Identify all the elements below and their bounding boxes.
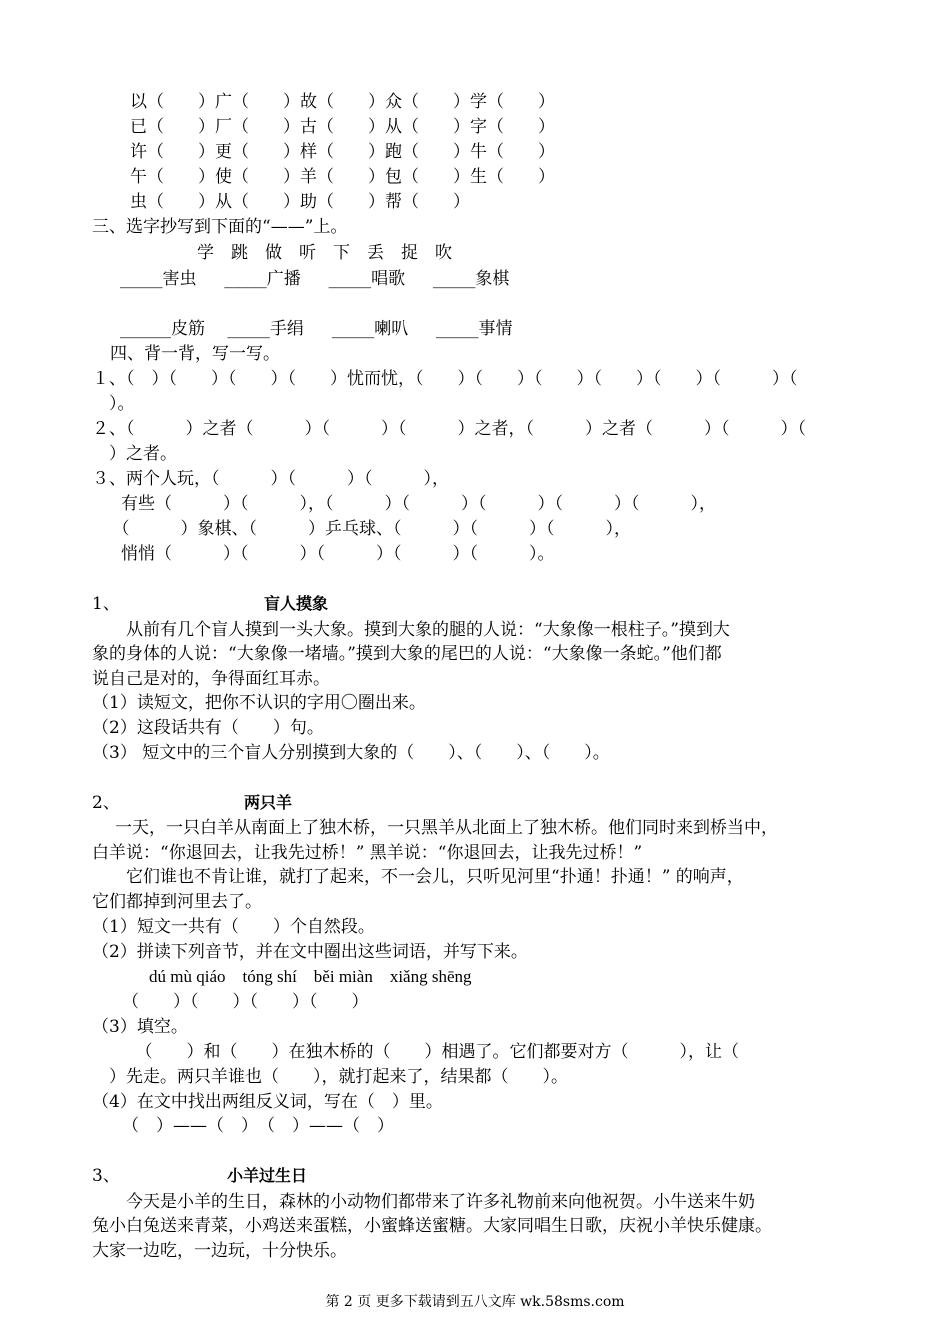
reading1-para-3: 说自己是对的，争得面红耳赤。 (92, 669, 330, 689)
char-row-1: 以（ ）广（ ）故（ ）众（ ）学（ ） (130, 92, 555, 112)
recite-line-2b: ）之者。 (92, 444, 177, 464)
pinyin-brackets: （ ）（ ）（ ）（ ） (122, 992, 369, 1012)
char-row-4: 午（ ）使（ ）羊（ ）包（ ）生（ ） (130, 167, 555, 187)
word-choices: 学 跳 做 听 下 丢 捉 吹 (197, 243, 452, 263)
reading2-q3: （3）填空。 (92, 1017, 188, 1037)
reading1-q1: （1）读短文，把你不认识的字用〇圈出来。 (92, 693, 426, 713)
recite-line-3d: 悄悄（ ）（ ）（ ）（ ）（ ）。 (104, 544, 555, 564)
antonym-brackets: （ ）——（ ） （ ）——（ ） (122, 1116, 394, 1136)
reading1-q2: （2）这段话共有（ ）句。 (92, 718, 324, 738)
reading2-fill-1: （ ）和（ ）在独木桥的（ ）相遇了。它们都要对方（ ），让（ (110, 1042, 739, 1062)
reading2-title: 两只羊 (244, 793, 293, 812)
reading3-number: 3、 (92, 1166, 120, 1186)
reading2-fill-2: ）先走。两只羊谁也（ ），就打起来了，结果都（ ）。 (92, 1067, 568, 1087)
reading1-number: 1、 (92, 594, 120, 614)
reading3-para-2: 兔小白兔送来青菜，小鸡送来蛋糕，小蜜蜂送蜜糖。大家同唱生日歌，庆祝小羊快乐健康。 (92, 1216, 772, 1236)
recite-line-3b: 有些（ ）（ ），（ ）（ ）（ ）（ ）（ ）， (104, 494, 716, 514)
reading1-title: 盲人摸象 (264, 594, 329, 613)
section-three-heading: 三、选字抄写到下面的“——”上。 (92, 217, 348, 237)
recite-line-3: ３、两个人玩，（ ）（ ）（ ）， (92, 469, 449, 489)
section-four-heading: 四、背一背，写一写。 (110, 344, 280, 364)
reading2-para-3: 它们谁也不肯让谁，就打了起来，不一会儿，只听见河里“扑通！扑通！” 的响声， (92, 867, 744, 887)
page-footer: 第 2 页 更多下载请到五八文库 wk.58sms.com (325, 1294, 625, 1310)
char-row-2: 已（ ）厂（ ）古（ ）从（ ）字（ ） (130, 117, 555, 137)
fill-row-2: ______皮筋 _____手绢 _____喇叭 _____事情 (120, 319, 513, 339)
reading3-para-1: 今天是小羊的生日，森林的小动物们都带来了许多礼物前来向他祝贺。小牛送来牛奶 (92, 1192, 755, 1212)
fill-row-1: _____害虫 _____广播 _____唱歌 _____象棋 (120, 269, 510, 289)
pinyin-line: dú mù qiáo tóng shí běi miàn xiǎng shēng (149, 967, 472, 986)
recite-line-1b: ）。 (92, 394, 135, 414)
reading1-para-2: 象的身体的人说：“大象像一堵墙。”摸到大象的尾巴的人说：“大象像一条蛇。”他们都 (92, 644, 722, 664)
reading3-para-3: 大家一边吃，一边玩，十分快乐。 (92, 1241, 347, 1261)
reading2-q2: （2）拼读下列音节，并在文中圈出这些词语，并写下来。 (92, 942, 528, 962)
reading2-number: 2、 (92, 793, 120, 813)
reading2-q4: （4）在文中找出两组反义词，写在（ ）里。 (92, 1092, 443, 1112)
reading2-q1: （1）短文一共有（ ）个自然段。 (92, 917, 375, 937)
reading2-para-2: 白羊说：“你退回去，让我先过桥！” 黑羊说：“你退回去，让我先过桥！” (92, 843, 643, 863)
char-row-3: 许（ ）更（ ）样（ ）跑（ ）牛（ ） (130, 142, 555, 162)
reading2-para-1: 一天，一只白羊从南面上了独木桥，一只黑羊从北面上了独木桥。他们同时来到桥当中， (98, 818, 778, 838)
reading2-para-4: 它们都掉到河里去了。 (92, 892, 262, 912)
reading3-title: 小羊过生日 (227, 1166, 308, 1185)
recite-line-3c: （ ）象棋、（ ）乒乓球、（ ）（ ）（ ）， (104, 519, 631, 539)
char-row-5: 虫（ ）从（ ）助（ ）帮（ ） (130, 192, 470, 212)
reading1-para-1: 从前有几个盲人摸到一头大象。摸到大象的腿的人说：“大象像一根柱子。”摸到大 (92, 620, 730, 640)
recite-line-1: １、（ ）（ ）（ ）（ ）忧而忧，（ ）（ ）（ ）（ ）（ ）（ ）（ (92, 369, 798, 389)
reading1-q3: （3） 短文中的三个盲人分别摸到大象的（ ）、（ ）、（ ）。 (92, 743, 610, 763)
recite-line-2: ２、（ ）之者（ ）（ ）（ ）之者，（ ）之者（ ）（ ）（ (92, 419, 806, 439)
